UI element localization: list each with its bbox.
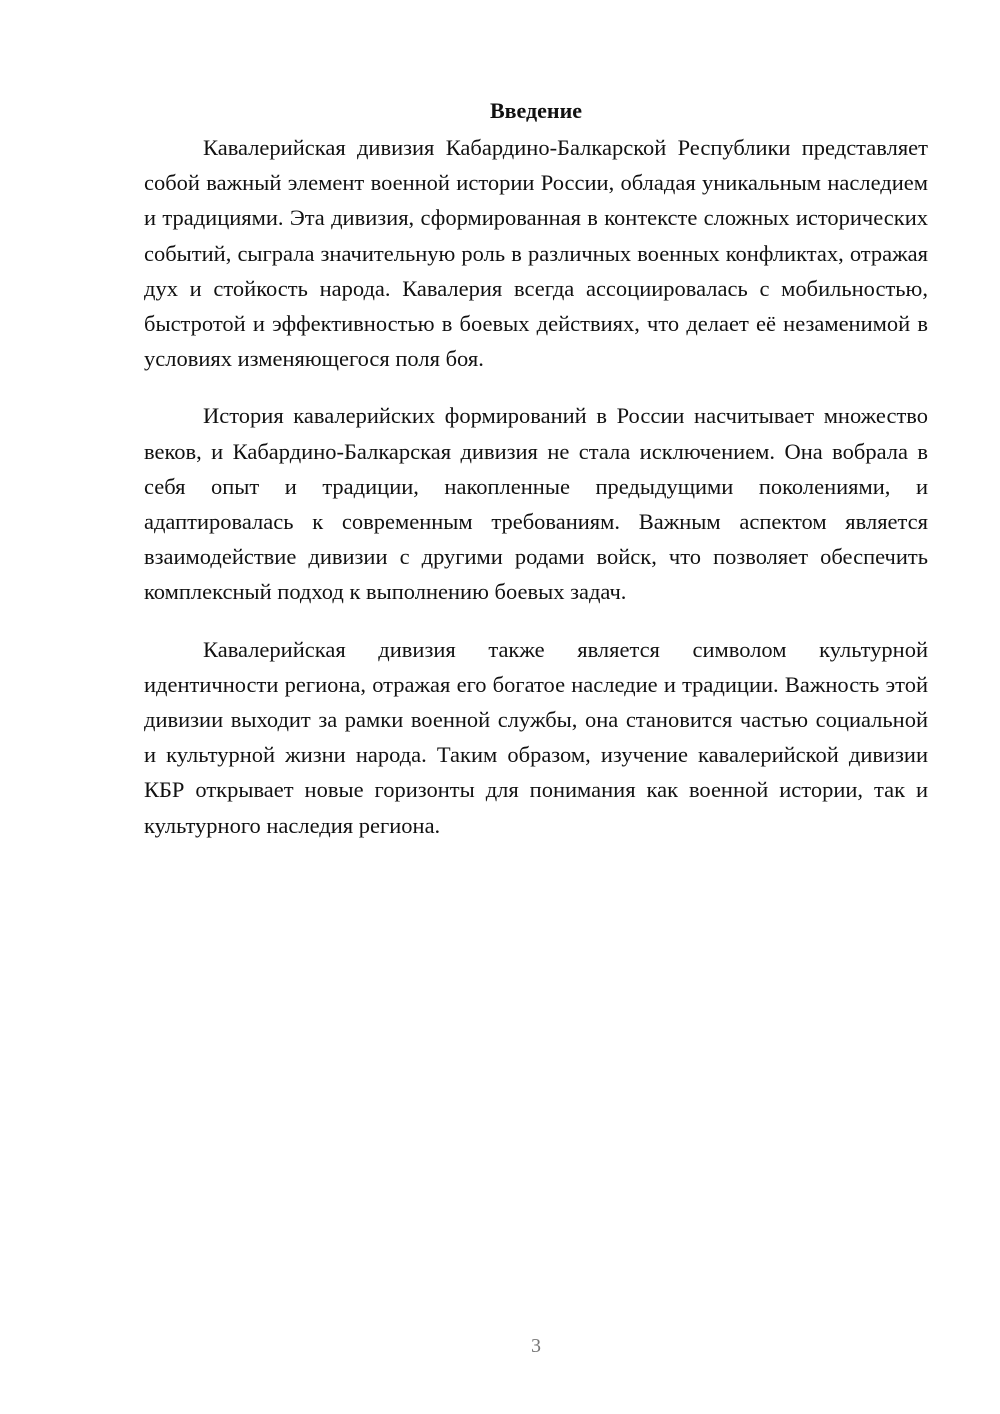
page-content xyxy=(144,96,928,843)
page-number: 3 xyxy=(531,1335,541,1357)
section-title: Введение xyxy=(489,98,583,123)
paragraph-1: Кавалерийская дивизия Кабардино-Балкарской Республики представляет собой важный элемент военной истории России, обладая уникальным наследием и традициями. Эта дивизия, сформированная в контексте сложных исторических событий, сыграла значительную роль в различных военных конфликтах, отражая дух и стойкость народа. Кавалерия всегда ассоциировалась с мобильностью, быстротой и эффективностью в боевых действиях, что делает её незаменимой в условиях изменяющегося поля боя. xyxy=(144,135,928,372)
paragraph-2: История кавалерийских формирований в России насчитывает множество веков, и Кабардино-Балкарская дивизия не стала исключением. Она вобрала в себя опыт и традиции, накопленные предыдущими поколениями, и адаптировалась к современным требованиям. Важным аспектом является взаимодействие дивизии с другими родами войск, что позволяет обеспечить комплексный подход к выполнению боевых задач. xyxy=(144,403,928,605)
paragraph-3: Кавалерийская дивизия также является символом культурной идентичности региона, отражая его богатое наследие и традиции. Важность этой дивизии выходит за рамки военной службы, она становится частью социальной и культурной жизни народа. Таким образом, изучение кавалерийской дивизии КБР открывает новые горизонты для понимания как военной истории, так и культурного наследия региона. xyxy=(144,636,928,838)
